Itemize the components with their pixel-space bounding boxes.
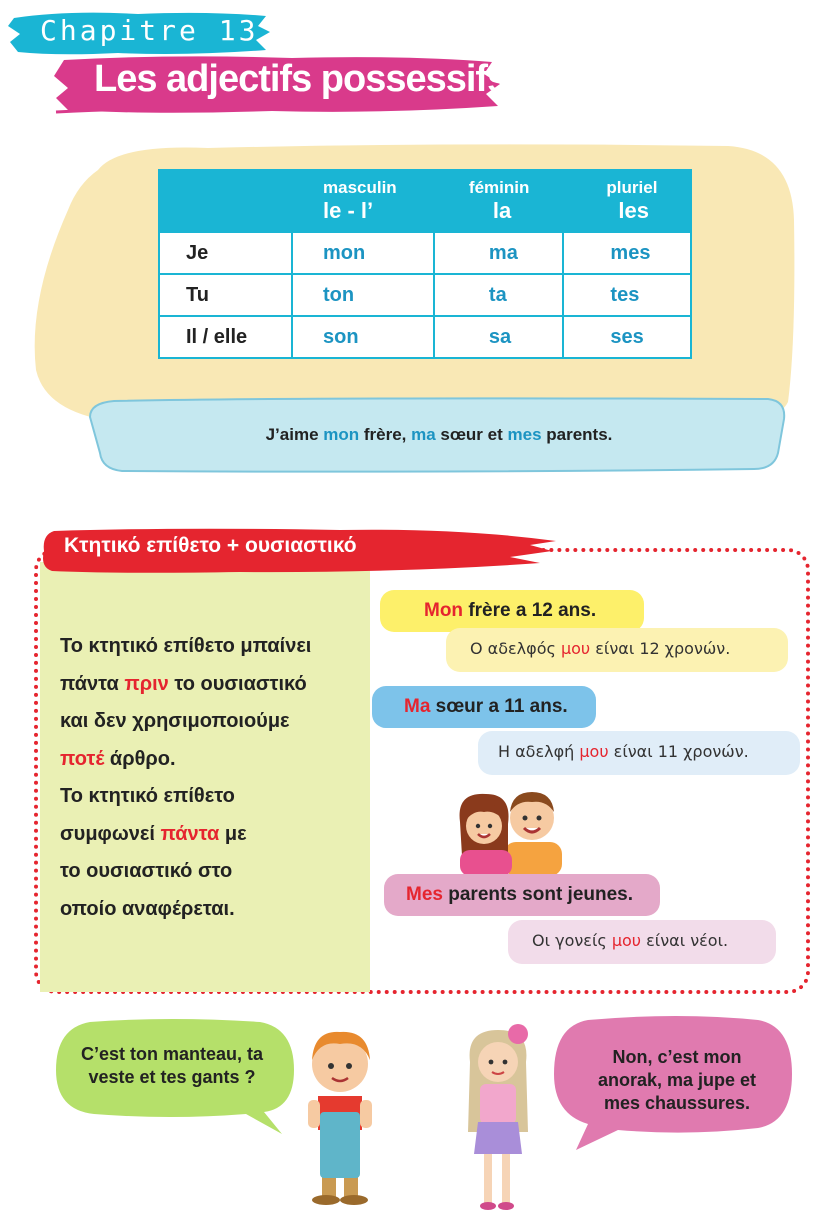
header-label: pluriel <box>606 178 658 197</box>
greek-possessive: μου <box>579 742 609 761</box>
rule-line: Το κτητικό επίθετο <box>60 785 235 807</box>
pluriel-cell: ses <box>563 316 691 358</box>
speech-line: mes chaussures. <box>603 1093 751 1113</box>
greek-translation-pill <box>446 628 788 672</box>
example-part: J’aime <box>265 425 324 444</box>
speech-line: anorak, ma jupe et <box>597 1070 757 1090</box>
pluriel-cell: tes <box>563 274 691 316</box>
header-label: féminin <box>468 178 530 197</box>
greek-part: είναι 11 χρονών. <box>608 742 749 761</box>
greek-part: είναι 12 χρονών. <box>590 639 731 658</box>
french-sentence-rest: frère a 12 ans. <box>463 600 597 621</box>
greek-possessive: μου <box>611 931 642 950</box>
french-example-pill <box>372 686 596 728</box>
rule-fragment: άρθρο. <box>104 747 176 770</box>
rule-highlight: πριν <box>124 672 169 695</box>
feminin-cell: ta <box>434 274 564 316</box>
example-part: parents. <box>541 425 613 444</box>
greek-possessive: μου <box>560 639 591 658</box>
speech-line: C’est ton manteau, ta <box>80 1044 264 1064</box>
section-title: Κτητικό επίθετο + ουσιαστικό <box>64 534 357 557</box>
table-row <box>159 274 691 316</box>
rule-text <box>60 628 360 928</box>
french-example-pill <box>380 590 644 632</box>
masculin-cell: son <box>292 316 434 358</box>
rule-line: Το κτητικό επίθετο μπαίνει <box>60 635 312 657</box>
pluriel-cell: mes <box>563 232 691 274</box>
example-part: frère, <box>359 425 412 444</box>
greek-part: Η αδελφή <box>498 742 580 761</box>
speech-line: veste et tes gants ? <box>88 1067 256 1087</box>
greek-translation-pill <box>508 920 776 964</box>
possessive-table <box>158 169 692 359</box>
example-possessive: ma <box>411 425 436 444</box>
header-label: masculin <box>323 178 397 197</box>
table-header-empty <box>159 170 292 232</box>
pronoun-cell: Il / elle <box>159 316 292 358</box>
pronoun-cell: Je <box>159 232 292 274</box>
header-article: les <box>618 198 650 223</box>
table-header-masculin <box>292 170 434 232</box>
feminin-cell: ma <box>434 232 564 274</box>
masculin-cell: ton <box>292 274 434 316</box>
rule-line <box>60 666 360 704</box>
masculin-cell: mon <box>292 232 434 274</box>
greek-translation-pill <box>478 731 800 775</box>
chapter-label: Chapitre 13 <box>40 14 259 47</box>
table-row <box>159 316 691 358</box>
example-sentence <box>88 425 790 445</box>
girl-illustration <box>456 1022 538 1214</box>
couple-illustration <box>446 772 576 876</box>
rule-fragment: με <box>219 822 247 845</box>
pronoun-cell: Tu <box>159 274 292 316</box>
table-header-feminin <box>434 170 564 232</box>
rule-line <box>60 816 360 854</box>
french-sentence-rest: sœur a 11 ans. <box>430 696 568 717</box>
possessive-word: Mon <box>424 600 464 621</box>
possessive-word: Mes <box>406 884 443 905</box>
rule-line <box>60 741 360 779</box>
french-example-pill <box>384 874 660 916</box>
speech-right-text <box>572 1046 782 1115</box>
feminin-cell: sa <box>434 316 564 358</box>
rule-fragment: πάντα <box>60 672 125 695</box>
example-part: sœur et <box>435 425 508 444</box>
rule-line: οποίο αναφέρεται. <box>60 897 235 920</box>
boy-illustration <box>300 1016 380 1206</box>
table-header-row <box>159 170 691 232</box>
rule-highlight: πάντα <box>160 822 220 845</box>
page-title: Les adjectifs possessifs <box>94 58 508 100</box>
example-possessive: mon <box>323 425 360 444</box>
speech-left-text <box>64 1043 280 1089</box>
rule-fragment: συμφωνεί <box>60 822 161 845</box>
greek-part: είναι νέοι. <box>641 931 729 950</box>
rule-fragment: το ουσιαστικό <box>168 672 307 695</box>
table-header-pluriel <box>563 170 691 232</box>
greek-part: Ο αδελφός <box>470 639 561 658</box>
header-article: le - l’ <box>323 198 374 223</box>
rule-highlight: ποτέ <box>60 747 105 770</box>
rule-line: και δεν χρησιμοποιούμε <box>60 710 290 732</box>
example-possessive: mes <box>507 425 542 444</box>
greek-part: Οι γονείς <box>532 931 612 950</box>
table-row <box>159 232 691 274</box>
speech-line: Non, c’est mon <box>612 1047 742 1067</box>
rule-line: το ουσιαστικό στο <box>60 860 233 882</box>
french-sentence-rest: parents sont jeunes. <box>442 884 634 905</box>
possessive-word: Ma <box>404 696 431 717</box>
header-article: la <box>492 198 512 223</box>
